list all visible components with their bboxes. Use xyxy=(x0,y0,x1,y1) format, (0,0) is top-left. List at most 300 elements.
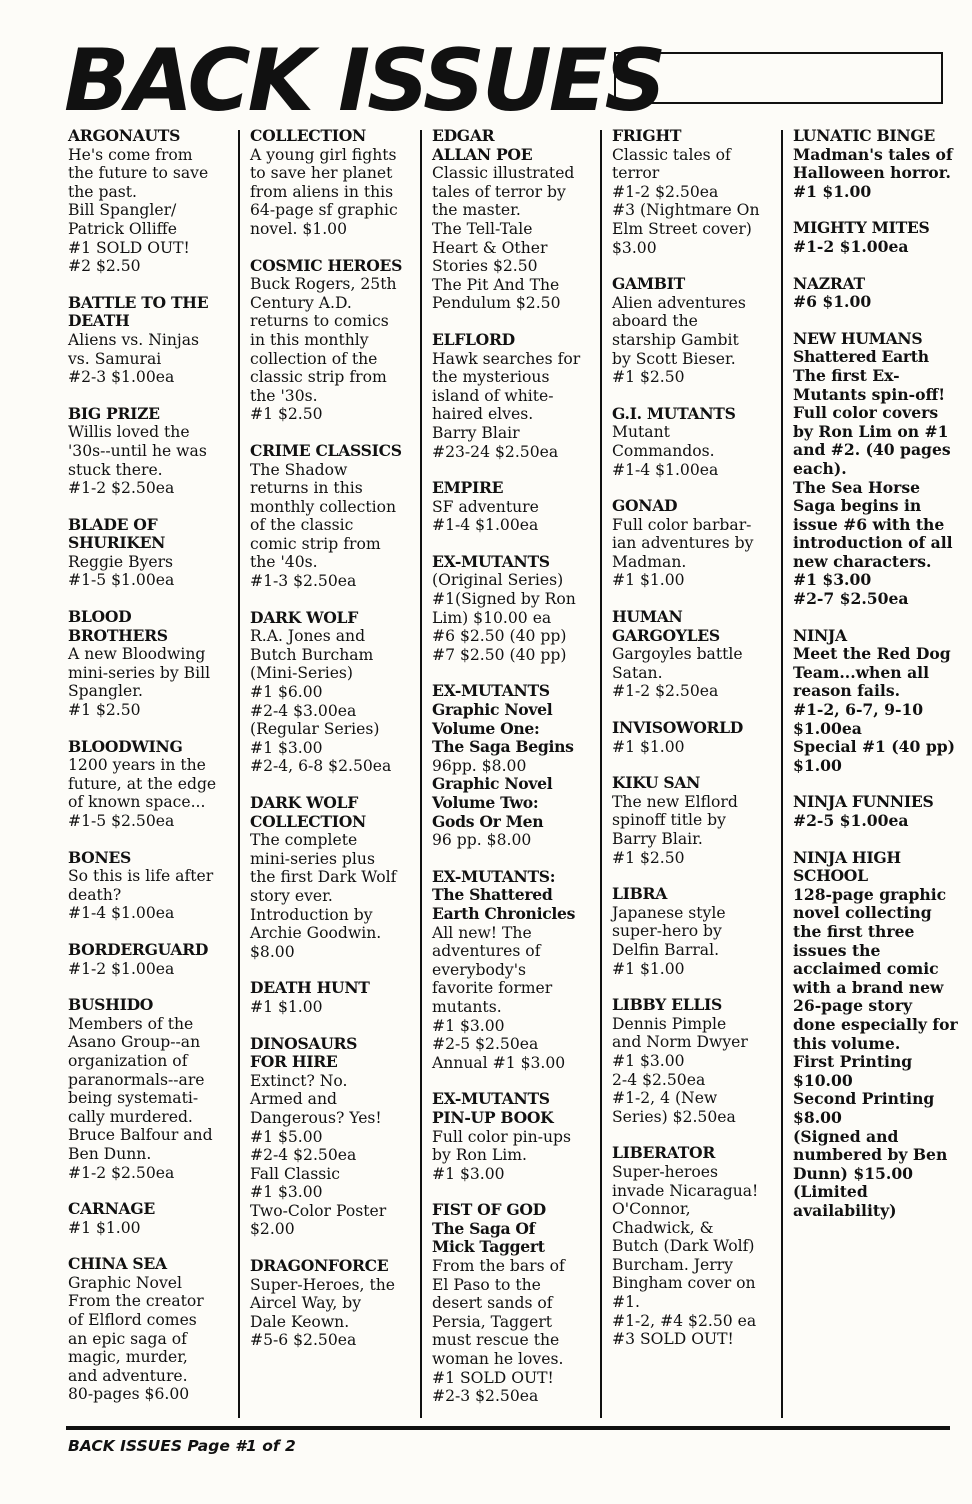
entry-text-line: 26-page story xyxy=(793,996,913,1016)
entry-title-line: Graphic Novel xyxy=(432,700,553,720)
entry-text-line: 96 pp. $8.00 xyxy=(432,831,532,850)
catalog-entry xyxy=(793,330,959,609)
entry-text-line: being systemati- xyxy=(68,1089,199,1108)
entry-title-line: MIGHTY MITES xyxy=(793,218,930,238)
entry-text-line: The complete xyxy=(250,831,358,850)
entry-title-line: BIG PRIZE xyxy=(68,403,160,423)
entry-title-line: Volume One: xyxy=(432,718,540,738)
entry-text-line: The Sea Horse xyxy=(793,477,921,497)
catalog-entry xyxy=(432,868,602,1073)
catalog-entry xyxy=(68,127,238,276)
entry-text-line: Armed and xyxy=(250,1090,337,1109)
entry-text-line: #1 $3.00 xyxy=(250,1183,323,1202)
entry-text-line: future, at the edge xyxy=(68,774,217,793)
entry-text-line: #1-2, 6-7, 9-10 xyxy=(793,700,924,720)
entry-title-line: CRIME CLASSICS xyxy=(250,440,402,460)
entry-text-line: Fall Classic xyxy=(250,1164,340,1183)
entry-text-line: SF adventure xyxy=(432,497,539,516)
entry-text-line: #23-24 $2.50ea xyxy=(432,442,559,461)
entry-title-line: PIN-UP BOOK xyxy=(432,1107,554,1127)
entry-text-line: 80-pages $6.00 xyxy=(68,1385,190,1404)
column-5 xyxy=(793,127,959,1420)
entry-text-line: novel. $1.00 xyxy=(250,219,348,238)
entry-text-line: #1-2 $1.00ea xyxy=(68,959,175,978)
catalog-entry xyxy=(432,1201,602,1406)
catalog-entry xyxy=(612,497,782,590)
entry-text-line: Spangler. xyxy=(68,682,143,701)
entry-text-line: Barry Blair. xyxy=(612,830,703,848)
entry-text-line: #1 $6.00 xyxy=(250,683,323,702)
entry-text-line: Bingham cover on xyxy=(612,1274,756,1293)
entry-text-line: #1 SOLD OUT! xyxy=(68,238,190,257)
entry-text-line: #1-2 $2.50ea xyxy=(68,479,175,498)
entry-text-line: #1 $2.50 xyxy=(612,848,685,867)
entry-text-line: Meet the Red Dog xyxy=(793,644,951,664)
catalog-entry xyxy=(612,774,782,867)
entry-title-line: HUMAN xyxy=(612,607,683,627)
entry-text-line: stuck there. xyxy=(68,460,163,479)
entry-title-line: BROTHERS xyxy=(68,625,168,645)
entry-text-line: 128-page graphic xyxy=(793,884,947,904)
entry-title-line: Mick Taggert xyxy=(432,1237,545,1257)
entry-text-line: #2 $2.50 xyxy=(68,257,141,276)
entry-text-line: introduction of all xyxy=(793,533,953,553)
entry-text-line: $2.00 xyxy=(250,1220,295,1239)
entry-text-line: #5-6 $2.50ea xyxy=(250,1331,357,1350)
entry-text-line: Burcham. Jerry xyxy=(612,1255,733,1274)
catalog-entry xyxy=(68,941,238,978)
entry-text-line: #1-4 $1.00ea xyxy=(612,460,719,479)
entry-title-line: BATTLE TO THE xyxy=(68,292,209,312)
entry-text-line: tales of terror by xyxy=(432,182,566,201)
entry-text-line: (Mini-Series) xyxy=(250,664,354,683)
entry-title-line: NINJA xyxy=(793,625,847,645)
entry-text-line: terror xyxy=(612,164,660,183)
catalog-entry xyxy=(68,405,238,498)
bottom-rule xyxy=(66,1426,950,1430)
entry-text-line: #1 $1.00 xyxy=(68,1218,141,1237)
entry-title-line: Volume Two: xyxy=(432,793,539,812)
entry-text-line: #1-2 $2.50ea xyxy=(612,182,719,201)
entry-title-line: COLLECTION xyxy=(250,811,366,831)
entry-text-line: Full color pin-ups xyxy=(432,1127,572,1146)
entry-text-line: Aliens vs. Ninjas xyxy=(68,330,200,349)
entry-text-line: Bruce Balfour and xyxy=(68,1126,213,1145)
entry-text-line: the first three xyxy=(793,921,915,941)
entry-text-line: Halloween horror. xyxy=(793,163,951,183)
entry-text-line: Dangerous? Yes! xyxy=(250,1108,382,1127)
entry-text-line: 1200 years in the xyxy=(68,756,206,775)
entry-text-line: Mutants spin-off! xyxy=(793,384,946,404)
entry-text-line: #2-3 $2.50ea xyxy=(432,1387,539,1406)
entry-text-line: 2-4 $2.50ea xyxy=(612,1070,706,1089)
entry-title-line: LIBERATOR xyxy=(612,1143,715,1163)
catalog-entry xyxy=(250,794,420,961)
entry-text-line: #1-5 $1.00ea xyxy=(68,571,175,590)
entry-text-line: First Printing xyxy=(793,1052,913,1072)
entry-text-line: monthly collection xyxy=(250,497,397,516)
catalog-entry xyxy=(68,608,238,720)
entry-text-line: The Tell-Tale xyxy=(432,219,533,238)
entry-text-line: Dennis Pimple xyxy=(612,1014,727,1033)
entry-text-line: #1-2 $2.50ea xyxy=(68,1163,175,1182)
entry-text-line: Gargoyles battle xyxy=(612,645,743,664)
entry-text-line: availability) xyxy=(793,1200,897,1220)
entry-title-line: EX-MUTANTS xyxy=(432,681,550,701)
entry-text-line: #1. xyxy=(612,1293,640,1312)
catalog-entry xyxy=(68,849,238,923)
entry-title-line: Shattered Earth xyxy=(793,347,929,367)
entry-text-line: in this monthly xyxy=(250,330,369,349)
entry-text-line: A new Bloodwing xyxy=(68,645,206,664)
entry-title-line: BLADE OF xyxy=(68,514,158,534)
entry-text-line: The Pit And The xyxy=(432,275,560,294)
page-title: BACK ISSUES xyxy=(64,31,664,131)
entry-title-line: The Saga Begins xyxy=(432,737,574,757)
entry-text-line: #3 SOLD OUT! xyxy=(612,1330,734,1349)
entry-text-line: by Ron Lim on #1 xyxy=(793,421,949,441)
column-divider xyxy=(600,130,602,1418)
catalog-entry xyxy=(432,479,602,535)
entry-text-line: to save her planet xyxy=(250,164,393,183)
entry-text-line: from aliens in this xyxy=(250,182,394,201)
entry-text-line: #1 $3.00 xyxy=(432,1016,505,1035)
entry-text-line: $8.00 xyxy=(250,942,295,961)
entry-text-line: Team...when all xyxy=(793,662,930,682)
entry-text-line: #6 $1.00 xyxy=(793,292,872,312)
entry-text-line: done especially for xyxy=(793,1014,958,1034)
entry-title-line: GONAD xyxy=(612,496,678,516)
entry-text-line: this volume. xyxy=(793,1033,901,1053)
entry-text-line: #1-4 $1.00ea xyxy=(68,904,175,923)
entry-title-line: GARGOYLES xyxy=(612,625,720,645)
entry-text-line: 64-page sf graphic xyxy=(250,201,398,220)
entry-text-line: an epic saga of xyxy=(68,1329,187,1348)
entry-text-line: The first Ex- xyxy=(793,365,900,385)
entry-text-line: R.A. Jones and xyxy=(250,627,366,646)
entry-text-line: mini-series by Bill xyxy=(68,663,211,682)
entry-text-line: Madman. xyxy=(612,552,687,571)
entry-text-line: and adventure. xyxy=(68,1366,188,1385)
entry-text-line: the '40s. xyxy=(250,553,318,572)
catalog-entry xyxy=(612,885,782,978)
entry-title-line: KIKU SAN xyxy=(612,773,701,793)
entry-text-line: #1 $3.00 xyxy=(250,738,323,757)
entry-text-line: desert sands of xyxy=(432,1294,553,1313)
entry-text-line: the future to save xyxy=(68,164,209,183)
entry-text-line: woman he loves. xyxy=(432,1350,564,1369)
entry-text-line: each). xyxy=(793,458,847,478)
entry-title-line: Graphic Novel xyxy=(432,774,553,794)
entry-text-line: #2-3 $1.00ea xyxy=(68,368,175,387)
entry-text-line: Dale Keown. xyxy=(250,1312,350,1331)
entry-text-line: issues the xyxy=(793,940,881,960)
entry-text-line: (Regular Series) xyxy=(250,720,380,739)
entry-text-line: and Norm Dwyer xyxy=(612,1033,748,1052)
entry-text-line: Classic tales of xyxy=(612,145,731,164)
entry-text-line: death? xyxy=(68,885,122,904)
catalog-entry xyxy=(432,1090,602,1183)
column-1 xyxy=(68,127,238,1420)
entry-title-line: BLOODWING xyxy=(68,736,183,756)
entry-text-line: #1-2 $1.00ea xyxy=(793,236,909,256)
page-footer: BACK ISSUES Page #1 of 2 xyxy=(68,1437,296,1455)
entry-text-line: (Limited xyxy=(793,1182,868,1202)
entry-text-line: #1 $2.50 xyxy=(612,368,685,387)
entry-title-line: The Shattered xyxy=(432,885,553,905)
entry-text-line: returns in this xyxy=(250,479,363,498)
entry-text-line: Pendulum $2.50 xyxy=(432,294,561,313)
entry-text-line: 96pp. $8.00 xyxy=(432,756,527,775)
catalog-entry xyxy=(793,627,959,776)
entry-title-line: LUNATIC BINGE xyxy=(793,126,935,145)
entry-text-line: paranormals--are xyxy=(68,1070,205,1089)
catalog-entry xyxy=(432,682,602,849)
entry-text-line: All new! The xyxy=(432,923,532,942)
catalog-entry xyxy=(612,275,782,387)
catalog-entry xyxy=(793,793,959,830)
entry-text-line: Classic illustrated xyxy=(432,164,575,183)
entry-text-line: Butch Burcham xyxy=(250,645,374,664)
entry-text-line: the mysterious xyxy=(432,368,550,387)
catalog-entry xyxy=(68,1255,238,1404)
catalog-entry xyxy=(432,553,602,665)
entry-text-line: Series) $2.50ea xyxy=(612,1107,736,1126)
entry-text-line: The Shadow xyxy=(250,460,348,479)
entry-title-line: DARK WOLF xyxy=(250,793,358,812)
entry-text-line: Delfin Barral. xyxy=(612,940,720,959)
entry-title-line: DEATH HUNT xyxy=(250,978,370,998)
entry-text-line: returns to comics xyxy=(250,312,389,331)
entry-text-line: Hawk searches for xyxy=(432,349,581,368)
entry-text-line: everybody's xyxy=(432,960,526,979)
catalog-entry xyxy=(612,405,782,479)
entry-text-line: by Scott Bieser. xyxy=(612,349,736,368)
catalog-entry xyxy=(250,1257,420,1350)
entry-text-line: O'Connor, xyxy=(612,1200,691,1219)
entry-text-line: Aircel Way, by xyxy=(250,1294,362,1313)
entry-text-line: Willis loved the xyxy=(68,423,190,442)
entry-text-line: Full color barbar- xyxy=(612,515,752,534)
entry-title-line: BUSHIDO xyxy=(68,995,154,1015)
entry-text-line: #2-4 $3.00ea xyxy=(250,701,357,720)
entry-text-line: #3 (Nightmare On xyxy=(612,201,760,220)
entry-text-line: by Ron Lim. xyxy=(432,1146,527,1165)
entry-text-line: acclaimed comic xyxy=(793,959,939,979)
entry-text-line: #2-4, 6-8 $2.50ea xyxy=(250,757,392,776)
entry-text-line: #1 $1.00 xyxy=(250,997,323,1016)
entry-text-line: story ever. xyxy=(250,886,333,905)
entry-title-line: INVISOWORLD xyxy=(612,718,744,738)
entry-text-line: spinoff title by xyxy=(612,811,726,830)
entry-text-line: Two-Color Poster xyxy=(250,1201,387,1220)
entry-text-line: Bill Spangler/ xyxy=(68,201,177,220)
entry-title-line: NAZRAT xyxy=(793,273,865,293)
catalog-entry xyxy=(793,127,959,201)
entry-text-line: comic strip from xyxy=(250,534,381,553)
entry-text-line: Alien adventures xyxy=(612,293,746,312)
entry-title-line: The Saga Of xyxy=(432,1218,536,1238)
entry-text-line: vs. Samurai xyxy=(68,349,162,368)
entry-text-line: $1.00 xyxy=(793,755,842,775)
entry-title-line: NINJA FUNNIES xyxy=(793,792,934,812)
entry-title-line: SHURIKEN xyxy=(68,533,166,553)
entry-text-line: must rescue the xyxy=(432,1331,560,1350)
entry-text-line: cally murdered. xyxy=(68,1107,193,1126)
entry-text-line: #1 $1.00 xyxy=(612,959,685,978)
entry-text-line: of the classic xyxy=(250,516,354,535)
entry-text-line: ian adventures by xyxy=(612,534,754,553)
entry-text-line: collection of the xyxy=(250,349,378,368)
entry-text-line: starship Gambit xyxy=(612,330,739,349)
column-divider xyxy=(781,130,783,1418)
column-4 xyxy=(612,127,782,1420)
catalog-entry xyxy=(612,996,782,1126)
entry-text-line: the first Dark Wolf xyxy=(250,868,397,887)
entry-title-line: LIBBY ELLIS xyxy=(612,995,722,1015)
entry-text-line: Special #1 (40 pp) xyxy=(793,737,955,757)
entry-text-line: favorite former xyxy=(432,979,553,998)
entry-text-line: From the bars of xyxy=(432,1257,565,1276)
entry-text-line: $10.00 xyxy=(793,1070,853,1090)
entry-text-line: #1-2, #4 $2.50 ea xyxy=(612,1311,757,1330)
entry-title-line: NEW HUMANS xyxy=(793,328,923,348)
entry-text-line: #1 $1.00 xyxy=(793,181,872,201)
entry-text-line: Butch (Dark Wolf) xyxy=(612,1237,755,1256)
entry-text-line: $8.00 xyxy=(793,1107,842,1127)
entry-text-line: Graphic Novel xyxy=(68,1273,182,1292)
entry-text-line: #2-4 $2.50ea xyxy=(250,1146,357,1165)
catalog-entry xyxy=(68,996,238,1182)
catalog-entry xyxy=(68,294,238,387)
entry-text-line: (Signed and xyxy=(793,1126,899,1146)
entry-title-line: ELFLORD xyxy=(432,329,515,349)
entry-text-line: #1-5 $2.50ea xyxy=(68,812,175,830)
entry-text-line: new characters. xyxy=(793,551,932,571)
entry-text-line: Chadwick, & xyxy=(612,1218,714,1237)
entry-text-line: Dunn) $15.00 xyxy=(793,1163,914,1183)
entry-text-line: #2-5 $1.00ea xyxy=(793,811,909,830)
entry-text-line: #2-7 $2.50ea xyxy=(793,589,909,609)
entry-text-line: #2-5 $2.50ea xyxy=(432,1035,539,1054)
entry-text-line: adventures of xyxy=(432,942,541,961)
entry-title-line: BORDERGUARD xyxy=(68,939,209,959)
entry-text-line: Century A.D. xyxy=(250,293,352,312)
entry-text-line: of Elflord comes xyxy=(68,1311,197,1330)
entry-text-line: mini-series plus xyxy=(250,849,375,868)
entry-text-line: classic strip from xyxy=(250,368,387,387)
entry-text-line: Super-Heroes, the xyxy=(250,1275,396,1294)
entry-text-line: #6 $2.50 (40 pp) xyxy=(432,627,567,646)
entry-text-line: #1(Signed by Ron xyxy=(432,590,576,609)
entry-text-line: novel collecting xyxy=(793,903,932,923)
entry-text-line: Japanese style xyxy=(612,903,726,922)
entry-text-line: #1 $3.00 xyxy=(793,570,872,590)
entry-text-line: '30s--until he was xyxy=(68,441,207,460)
entry-text-line: #1 $5.00 xyxy=(250,1127,323,1146)
entry-text-line: From the creator xyxy=(68,1292,204,1311)
catalog-entry xyxy=(250,257,420,424)
entry-text-line: #1 SOLD OUT! xyxy=(432,1368,554,1387)
entry-text-line: He's come from xyxy=(68,145,193,164)
entry-text-line: #1-3 $2.50ea xyxy=(250,572,357,591)
entry-text-line: El Paso to the xyxy=(432,1275,541,1294)
catalog-entry xyxy=(612,127,782,257)
entry-title-line: ARGONAUTS xyxy=(68,126,181,145)
entry-text-line: reason fails. xyxy=(793,681,901,701)
entry-text-line: Buck Rogers, 25th xyxy=(250,275,397,294)
entry-text-line: $1.00ea xyxy=(793,718,862,738)
entry-title-line: EMPIRE xyxy=(432,478,504,498)
entry-title-line: EX-MUTANTS xyxy=(432,551,550,571)
catalog-entry xyxy=(612,608,782,701)
entry-text-line: $3.00 xyxy=(612,238,657,257)
entry-text-line: #1-2, 4 (New xyxy=(612,1089,718,1108)
entry-text-line: Members of the xyxy=(68,1014,194,1033)
entry-text-line: the master. xyxy=(432,201,521,220)
entry-text-line: the '30s. xyxy=(250,386,318,405)
entry-text-line: haired elves. xyxy=(432,405,534,424)
entry-text-line: #1 $1.00 xyxy=(612,571,685,590)
entry-text-line: Archie Goodwin. xyxy=(250,924,382,943)
entry-title-line: DINOSAURS xyxy=(250,1033,358,1053)
entry-text-line: numbered by Ben xyxy=(793,1145,948,1165)
catalog-entry xyxy=(250,979,420,1016)
catalog-entry xyxy=(612,719,782,756)
entry-text-line: organization of xyxy=(68,1051,188,1070)
entry-text-line: Satan. xyxy=(612,663,663,682)
entry-text-line: of known space... xyxy=(68,793,206,812)
entry-text-line: #1 $3.00 xyxy=(612,1051,685,1070)
entry-title-line: FIST OF GOD xyxy=(432,1200,546,1220)
entry-text-line: Annual #1 $3.00 xyxy=(432,1053,566,1072)
entry-text-line: Stories $2.50 xyxy=(432,257,538,276)
entry-title-line: EX-MUTANTS: xyxy=(432,866,556,886)
catalog-entry xyxy=(250,442,420,591)
entry-text-line: Mutant xyxy=(612,423,670,442)
entry-text-line: with a brand new xyxy=(793,977,944,997)
column-divider xyxy=(238,130,240,1418)
entry-title-line: LIBRA xyxy=(612,884,667,904)
entry-text-line: A young girl fights xyxy=(250,145,397,164)
entry-text-line: Reggie Byers xyxy=(68,552,174,571)
entry-text-line: super-hero by xyxy=(612,922,722,941)
entry-title-line: BONES xyxy=(68,847,131,867)
entry-text-line: Barry Blair xyxy=(432,423,520,442)
entry-text-line: #7 $2.50 (40 pp) xyxy=(432,645,567,664)
entry-title-line: EX-MUTANTS xyxy=(432,1089,550,1109)
entry-title-line: FRIGHT xyxy=(612,126,682,145)
catalog-entry xyxy=(68,516,238,590)
catalog-entry xyxy=(68,738,238,831)
entry-title-line: G.I. MUTANTS xyxy=(612,403,736,423)
entry-text-line: Introduction by xyxy=(250,905,373,924)
entry-text-line: the past. xyxy=(68,182,137,201)
title-box xyxy=(614,52,943,104)
entry-text-line: aboard the xyxy=(612,312,698,331)
entry-text-line: #1 $2.50 xyxy=(68,701,141,720)
entry-text-line: Full color covers xyxy=(793,403,939,423)
entry-text-line: #1 $1.00 xyxy=(612,737,685,756)
entry-text-line: Asano Group--an xyxy=(68,1033,201,1052)
column-3 xyxy=(432,127,602,1420)
entry-title-line: Gods Or Men xyxy=(432,811,544,831)
entry-text-line: Extinct? No. xyxy=(250,1071,348,1090)
entry-text-line: So this is life after xyxy=(68,867,214,886)
entry-text-line: island of white- xyxy=(432,386,554,405)
entry-title-line: ALLAN POE xyxy=(432,144,533,164)
entry-title-line: Earth Chronicles xyxy=(432,903,576,923)
